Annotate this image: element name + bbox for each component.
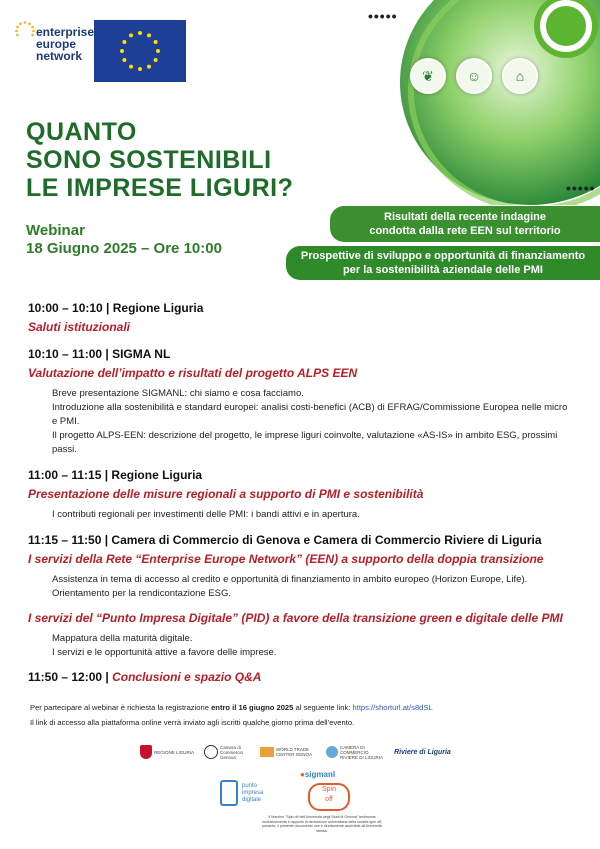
slot-time: 11:15 – 11:50 | Camera di Commercio di Genova e Camera di Commercio Riviere di Liguria [28,533,542,547]
webinar-label: Webinar [26,222,85,239]
een-logo-line: network [36,49,83,63]
agenda-slot [28,610,588,660]
partner-logos [140,740,500,764]
een-logo-line: europe [36,37,77,51]
slot-time: 10:00 – 10:10 | Regione Liguria [28,301,204,315]
agenda-slot [28,301,588,335]
slot-subtitle: I servizi del “Punto Impresa Digitale” (PID) a favore della transizione green e digitale delle PMI [28,611,563,625]
people-icon: ☺ [456,58,492,94]
note-text: Per partecipare al webinar è richiesta la registrazione [30,703,212,712]
slot-description [52,508,572,522]
punto-impresa-digitale-logo [220,780,263,806]
slot-subtitle: Conclusioni e spazio Q&A [112,670,262,684]
slot-time: 11:00 – 11:15 | Regione Liguria [28,468,203,482]
desc-line: I contributi regionali per investimenti delle PMI: i bandi attivi e in apertura. [52,509,360,520]
agenda-slot [28,347,588,457]
webinar-date: 18 Giugno 2025 – Ore 10:00 [26,240,222,257]
pill-line: condotta dalla rete EEN sul territorio [369,225,561,237]
registration-link[interactable]: https://shorturl.at/s8dSL [352,703,433,712]
desc-line: Introduzione alla sostenibilità e standard europei: analisi costi-benefici (ACB) di EFRAG/Commissione Europea nelle micro e PMI. [52,402,568,427]
pill-line: per la sostenibilità aziendale delle PMI [343,264,543,276]
desc-line: Assistenza in tema di accesso al credito e opportunità di finanziamento in ambito europeo (Horizon Europe, Life). [52,574,528,585]
registration-note [30,700,590,730]
regione-liguria-logo: REGIONE LIGURIA [140,743,194,761]
webinar-info [26,222,222,258]
spinoff-disclaimer: Il Marchio "Spin off dell'Università degli Studi di Genova" testimonia esclusivamente il rapporto di derivazione universitaria della società spin off; pertanto, il presente documento non è direttamente ascrivibile all'Università stessa. [262,815,382,833]
slot-subtitle: I servizi della Rete “Enterprise Europe Network” (EEN) a supporto della doppia transizione [28,552,544,566]
slot-time [28,670,588,685]
slot-subtitle: Valutazione dell’impatto e risultati del progetto ALPS EEN [28,366,358,380]
agenda-slot [28,468,588,522]
agenda [28,290,588,685]
camera-genova-logo: Camera di Commercio Genova [204,743,250,761]
bank-icon: ⌂ [502,58,538,94]
desc-line: Mappatura della maturità digitale. [52,633,193,644]
pill-line: Risultati della recente indagine [384,211,546,223]
green-circle-decoration [540,0,592,52]
pill-line: Prospettive di sviluppo e opportunità di finanziamento [300,250,586,262]
sigmanl-text: sigmanl [304,770,336,779]
slot-description [52,573,572,601]
agenda-slot [28,533,588,601]
pid-text-line: digitale [242,796,262,803]
desc-line: Il progetto ALPS-EEN: descrizione del progetto, le imprese liguri coinvolte, valutazione «AS-IS» in ambito ESG, prossimi passi. [52,430,558,455]
decorative-dots: ••••• [566,180,596,196]
pid-text-line: punto [242,782,258,789]
highlight-pill-prospects [286,246,600,280]
spinoff-text: off [325,796,333,803]
title-line: QUANTO [26,118,137,146]
slot-time: 10:10 – 11:00 | SIGMA NL [28,347,171,361]
decorative-dots: ••••• [368,8,398,24]
een-logo-line: enterprise [36,25,95,39]
eu-flag [94,20,186,82]
camera-riviere-logo: CAMERA DI COMMERCIO RIVIERE DI LIGURIA [326,743,384,761]
spinoff-text: Spin [321,786,336,793]
slot-description [52,632,572,660]
wtc-genoa-logo: WORLD TRADE CENTER GENOA [260,743,316,761]
slot-description [52,387,572,457]
page-title [26,118,293,202]
desc-line: I servizi e le opportunità attive a favore delle imprese. [52,647,277,658]
note-deadline: entro il 16 giugno 2025 [211,703,294,712]
pid-text-line: impresa [242,789,264,796]
desc-line: Orientamento per la rendicontazione ESG. [52,588,232,599]
note-text: al seguente link: [293,703,353,712]
spin-off-logo [308,783,350,811]
slot-time-text: 11:50 – 12:00 | [28,670,113,684]
slot-subtitle: Presentazione delle misure regionali a supporto di PMI e sostenibilità [28,487,424,501]
pid-icon [220,780,238,806]
enterprise-europe-network-logo [14,20,95,80]
stars-icon [14,20,36,42]
title-line: SONO SOSTENIBILI [26,146,272,174]
slot-subtitle: Saluti istituzionali [28,320,131,334]
desc-line: Breve presentazione SIGMANL: chi siamo e cosa facciamo. [52,388,304,399]
note-text: Il link di accesso alla piattaforma online verrà inviato agli iscritti qualche giorno prima dell’evento. [30,718,355,727]
highlight-pill-results [330,206,600,242]
sigmanl-logo: ●sigmanl [300,770,336,779]
title-line: LE IMPRESE LIGURI? [26,174,294,202]
riviere-di-liguria-logo: Riviere di Liguria [394,748,451,756]
agenda-slot [28,670,588,685]
leaf-icon: ❦ [410,58,446,94]
